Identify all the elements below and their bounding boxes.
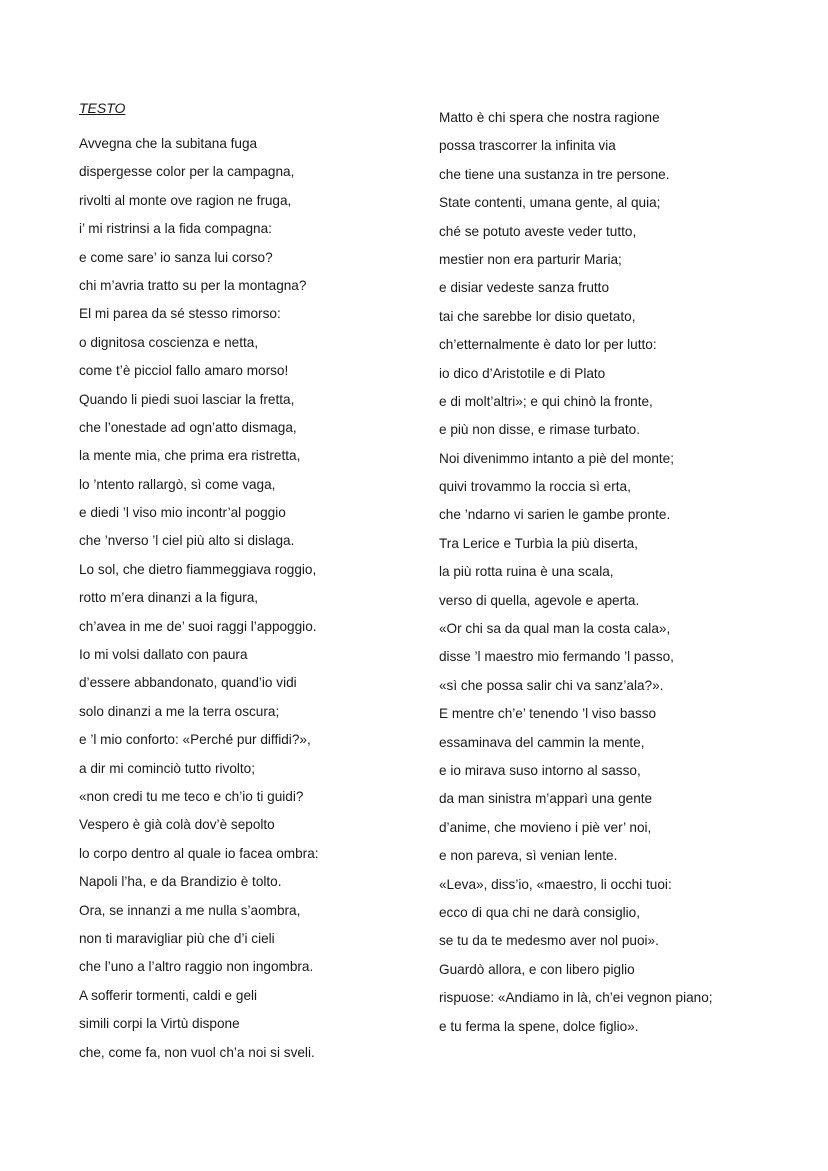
verse-line: a dir mi cominciò tutto rivolto; <box>79 760 256 776</box>
verse-line: «sì che possa salir chi va sanz’ala?». <box>439 677 664 693</box>
verse-line: Ora, se innanzi a me nulla s’aombra, <box>79 902 301 918</box>
verse-line: rivolti al monte ove ragion ne fruga, <box>79 192 292 208</box>
verse-line: rispuose: «Andiamo in là, ch’ei vegnon piano; <box>439 990 713 1006</box>
verse-line: Lo sol, che dietro fiammeggiava roggio, <box>79 561 317 577</box>
right-column <box>439 108 769 1045</box>
verse-line: e ’l mio conforto: «Perché pur diffidi?», <box>79 732 311 748</box>
verse-line: E mentre ch’e’ tenendo ’l viso basso <box>439 706 657 722</box>
verse-line: non ti maravigliar più che d’i cieli <box>79 930 275 946</box>
verse-line: e tu ferma la spene, dolce figlio». <box>439 1018 639 1034</box>
verse-line: simili corpi la Virtù dispone <box>79 1016 240 1032</box>
verse-line: che ’nverso ’l ciel più alto si dislaga. <box>79 533 295 549</box>
verse-line: State contenti, umana gente, al quia; <box>439 195 661 211</box>
verse-line: e diedi ’l viso mio incontr’al poggio <box>79 505 286 521</box>
verse-line: che, come fa, non vuol ch’a noi si sveli. <box>79 1044 315 1060</box>
verse-line: Tra Lerice e Turbìa la più diserta, <box>439 535 638 551</box>
verse-line: solo dinanzi a me la terra oscura; <box>79 703 280 719</box>
verse-line: disse ’l maestro mio fermando ’l passo, <box>439 649 674 665</box>
verse-line: verso di quella, agevole e aperta. <box>439 592 640 608</box>
verse-line: tai che sarebbe lor disio quetato, <box>439 308 636 324</box>
verse-line: io dico d’Aristotile e di Plato <box>439 365 606 381</box>
verse-line: e come sare’ io sanza lui corso? <box>79 249 273 265</box>
verse-line: che l’onestade ad ogn’atto dismaga, <box>79 419 297 435</box>
verse-line: se tu da te medesmo aver nol puoi». <box>439 933 659 949</box>
verse-line: che l’uno a l’altro raggio non ingombra. <box>79 959 314 975</box>
verse-line: da man sinistra m’apparì una gente <box>439 791 653 807</box>
verse-line: ch’avea in me de’ suoi raggi l’appoggio. <box>79 618 317 634</box>
verse-line: e disiar vedeste sanza frutto <box>439 280 610 296</box>
verse-line: la più rotta ruina è una scala, <box>439 564 614 580</box>
verse-line: essaminava del cammin la mente, <box>439 734 645 750</box>
verse-line: lo corpo dentro al quale io facea ombra: <box>79 845 319 861</box>
verse-line: A sofferir tormenti, caldi e geli <box>79 987 258 1003</box>
verse-line: che ’ndarno vi sarien le gambe pronte. <box>439 507 671 523</box>
document-heading: TESTO <box>79 100 126 116</box>
left-column <box>79 134 399 1071</box>
verse-line: d’essere abbandonato, quand’io vidi <box>79 675 297 691</box>
verse-line: quivi trovammo la roccia sì erta, <box>439 479 631 495</box>
verse-line: e di molt’altri»; e qui chinò la fronte, <box>439 393 653 409</box>
verse-line: e più non disse, e rimase turbato. <box>439 422 640 438</box>
verse-line: Napoli l’ha, e da Brandizio è tolto. <box>79 874 282 890</box>
verse-line: possa trascorrer la infinita via <box>439 138 616 154</box>
verse-line: Avvegna che la subitana fuga <box>79 136 258 151</box>
verse-line: rotto m’era dinanzi a la figura, <box>79 590 259 606</box>
verse-line: Vespero è già colà dov’è sepolto <box>79 817 275 833</box>
verse-line: dispergesse color per la campagna, <box>79 164 295 180</box>
verse-line: i’ mi ristrinsi a la fida compagna: <box>79 221 272 237</box>
verse-line: El mi parea da sé stesso rimorso: <box>79 306 281 322</box>
verse-line: ecco di qua chi ne darà consiglio, <box>439 904 641 920</box>
verse-line: d’anime, che movieno i piè ver’ noi, <box>439 819 652 835</box>
verse-line: Noi divenimmo intanto a piè del monte; <box>439 450 674 466</box>
verse-line: Matto è chi spera che nostra ragione <box>439 110 660 125</box>
verse-line: Quando li piedi suoi lasciar la fretta, <box>79 391 295 407</box>
verse-line: che tiene una sustanza in tre persone. <box>439 166 670 182</box>
verse-line: «Leva», diss’io, «maestro, li occhi tuoi: <box>439 876 672 892</box>
verse-line: lo ’ntento rallargò, sì come vaga, <box>79 476 276 492</box>
verse-line: e io mirava suso intorno al sasso, <box>439 762 641 778</box>
verse-line: e non pareva, sì venian lente. <box>439 848 618 864</box>
verse-line: o dignitosa coscienza e netta, <box>79 334 259 350</box>
verse-line: Guardò allora, e con libero piglio <box>439 961 635 977</box>
verse-line: mestier non era parturir Maria; <box>439 251 622 267</box>
verse-line: la mente mia, che prima era ristretta, <box>79 448 301 464</box>
verse-line: come t’è picciol fallo amaro morso! <box>79 363 289 379</box>
verse-line: ch’etternalmente è dato lor per lutto: <box>439 337 657 353</box>
verse-line: chi m’avria tratto su per la montagna? <box>79 277 307 293</box>
verse-line: «non credi tu me teco e ch’io ti guidi? <box>79 788 304 804</box>
verse-line: ché se potuto aveste veder tutto, <box>439 223 637 239</box>
verse-line: Io mi volsi dallato con paura <box>79 647 248 663</box>
verse-line: «Or chi sa da qual man la costa cala», <box>439 621 671 637</box>
